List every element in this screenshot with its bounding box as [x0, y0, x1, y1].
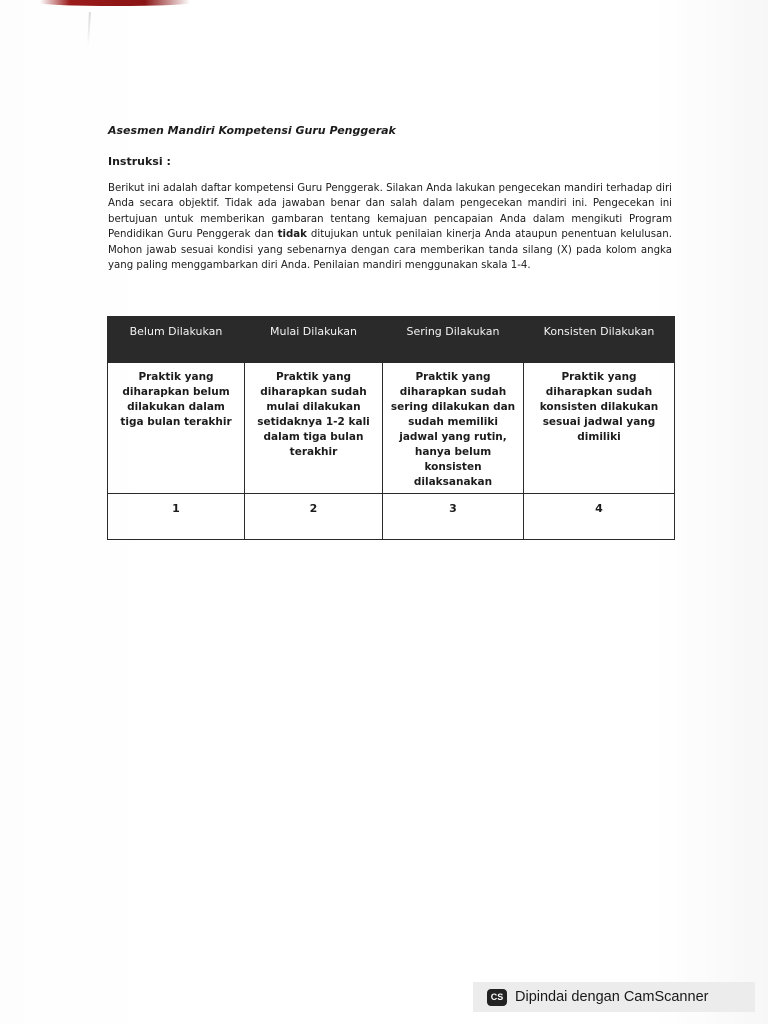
description-4: Praktik yang diharapkan sudah konsisten dilakukan sesuai jadwal yang dimiliki [524, 363, 675, 494]
header-sering-dilakukan: Sering Dilakukan [383, 317, 524, 363]
score-3: 3 [383, 494, 524, 540]
scale-description-row [108, 363, 675, 494]
score-2: 2 [245, 494, 383, 540]
instruction-label: Instruksi : [108, 155, 171, 168]
description-3: Praktik yang diharapkan sudah sering dilakukan dan sudah memiliki jadwal yang rutin, hanya belum konsisten dilaksanakan [383, 363, 524, 494]
camscanner-watermark [473, 982, 755, 1012]
header-mulai-dilakukan: Mulai Dilakukan [245, 317, 383, 363]
red-marker-stain [40, 0, 190, 6]
scale-score-row [108, 494, 675, 540]
watermark-text: Dipindai dengan CamScanner [515, 989, 709, 1005]
scale-table [107, 316, 675, 540]
camscanner-logo-icon: CS [487, 989, 507, 1006]
score-1: 1 [108, 494, 245, 540]
instruction-paragraph [108, 181, 672, 273]
scale-header-row [108, 317, 675, 363]
header-belum-dilakukan: Belum Dilakukan [108, 317, 245, 363]
instruction-text-bold: tidak [277, 229, 307, 241]
scan-artifact-line [87, 12, 91, 46]
description-1: Praktik yang diharapkan belum dilakukan dalam tiga bulan terakhir [108, 363, 245, 494]
description-2: Praktik yang diharapkan sudah mulai dilakukan setidaknya 1-2 kali dalam tiga bulan terakhir [245, 363, 383, 494]
instruction-text-part1: Berikut ini adalah daftar kompetensi Guru Penggerak. Silakan Anda lakukan pengecekan mandiri terhadap diri Anda secara objektif. Tidak ada jawaban benar dan salah dalam pengecekan mandiri ini. Pengecekan ini bertujuan untuk memberikan gambaran tentang kemajuan pencapaian Anda dalam mengikuti Program Pendidikan Guru Penggerak dan [108, 183, 672, 241]
header-konsisten-dilakukan: Konsisten Dilakukan [524, 317, 675, 363]
score-4: 4 [524, 494, 675, 540]
instruction-text-part2: ditujukan untuk penilaian kinerja Anda ataupun penentuan kelulusan. Mohon jawab sesuai kondisi yang sebenarnya dengan cara memberikan tanda silang (X) pada kolom angka yang paling menggambarkan diri Anda. Penilaian mandiri menggunakan skala 1-4. [108, 229, 672, 272]
document-title: Asesmen Mandiri Kompetensi Guru Penggerak [108, 124, 396, 137]
